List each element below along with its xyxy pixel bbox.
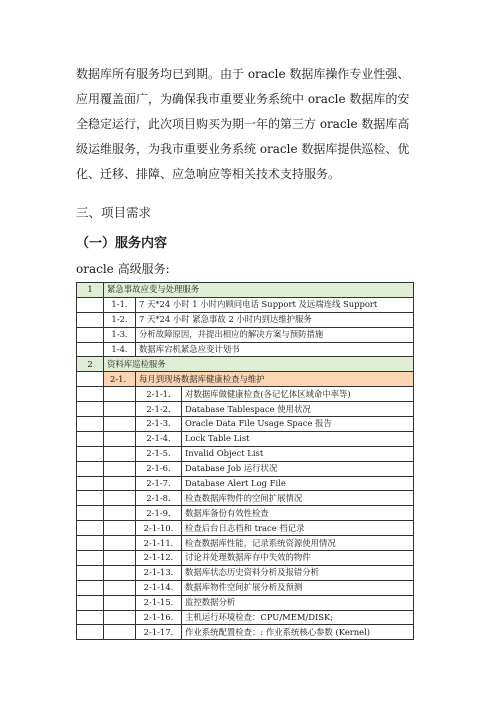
intro-line: 级运维服务，为我市重要业务系统 oracle 数据库提供巡检、优 — [76, 142, 410, 156]
table-cell-text: 分析故障原因，并提出相应的解决方案与预防措施 — [136, 327, 414, 342]
table-cell-text: 7 天*24 小时 1 小时内顾问电话 Support 及远端连线 Support — [136, 297, 414, 312]
intro-paragraph — [76, 62, 436, 187]
table-cell-text: 对数据库做健康检查(各记忆体区域命中率等) — [182, 387, 414, 402]
table-cell-c1 — [77, 327, 104, 342]
table-lead: oracle 高级服务: — [76, 262, 170, 276]
table-cell-c3: 2-1-14. — [136, 580, 182, 595]
table-cell-c3: 2-1-6. — [136, 461, 182, 476]
table-cell-c1: 1 — [77, 283, 104, 298]
table-cell-c2 — [104, 387, 136, 402]
table-row — [77, 446, 414, 461]
table-cell-c1 — [77, 506, 104, 521]
table-cell-text: 数据库宕机紧急应变计划书 — [136, 342, 414, 357]
intro-line: 全稳定运行，此次项目购买为期一年的第三方 oracle 数据库高 — [76, 117, 410, 131]
table-cell-c3: 2-1-5. — [136, 446, 182, 461]
table-cell-text: Database Tablespace 使用状况 — [182, 402, 414, 417]
table-cell-c1 — [77, 402, 104, 417]
table-cell-c1 — [77, 461, 104, 476]
table-cell-c1: 2 — [77, 357, 104, 372]
table-cell-c2: 1-3. — [104, 327, 136, 342]
table-cell-c2: 1-4. — [104, 342, 136, 357]
table-row — [77, 565, 414, 580]
table-cell-text: 作业系统配置检查：: 作业系统核心参数 (Kernel) — [182, 625, 414, 640]
table-cell-c1 — [77, 342, 104, 357]
table-cell-c2 — [104, 431, 136, 446]
table-row — [77, 580, 414, 595]
table-cell-c2 — [104, 536, 136, 551]
table-cell-c3: 2-1-3. — [136, 417, 182, 432]
table-cell-text: Database Alert Log File — [182, 476, 414, 491]
table-cell-text: 每月到现场数据库健康检查与维护 — [136, 372, 414, 387]
table-row — [77, 551, 414, 566]
table-cell-c1 — [77, 372, 104, 387]
table-cell-c2 — [104, 402, 136, 417]
table-cell-text: 资料库巡检服务 — [104, 357, 414, 372]
table-cell-c2 — [104, 461, 136, 476]
table-cell-c3: 2-1-10. — [136, 521, 182, 536]
table-cell-c2 — [104, 610, 136, 625]
table-cell-text: 数据库备份有效性检查 — [182, 506, 414, 521]
table-row — [77, 297, 414, 312]
table-row — [77, 491, 414, 506]
table-cell-c1 — [77, 610, 104, 625]
table-cell-text: 检查数据库性能，记录系统资源使用情况 — [182, 536, 414, 551]
table-cell-c2 — [104, 506, 136, 521]
table-row — [77, 342, 414, 357]
table-cell-c1 — [77, 387, 104, 402]
table-row — [77, 595, 414, 610]
table-cell-c3: 2-1-1. — [136, 387, 182, 402]
table-cell-text: Oracle Data File Usage Space 报告 — [182, 417, 414, 432]
table-cell-c3: 2-1-9. — [136, 506, 182, 521]
table-cell-c1 — [77, 491, 104, 506]
table-cell-c1 — [77, 536, 104, 551]
table-cell-text: 7 天*24 小时 紧急事故 2 小时内到达维护服务 — [136, 312, 414, 327]
table-row — [77, 506, 414, 521]
table-cell-c1 — [77, 551, 104, 566]
intro-line: 化、迁移、排障、应急响应等相关技术支持服务。 — [76, 167, 341, 181]
table-cell-c2 — [104, 417, 136, 432]
table-row — [77, 461, 414, 476]
table-cell-text: Database Job 运行状况 — [182, 461, 414, 476]
table-cell-text: Lock Table List — [182, 431, 414, 446]
table-cell-text: 主机运行环境检查：CPU/MEM/DISK; — [182, 610, 414, 625]
table-cell-c2 — [104, 491, 136, 506]
table-cell-c1 — [77, 625, 104, 640]
table-cell-c3: 2-1-2. — [136, 402, 182, 417]
table-cell-c1 — [77, 595, 104, 610]
table-row — [77, 372, 414, 387]
table-group-row — [77, 357, 414, 372]
table-row — [77, 476, 414, 491]
table-cell-c2 — [104, 521, 136, 536]
table-cell-c2 — [104, 551, 136, 566]
table-cell-text: 讨论并处理数据库存中失效的物件 — [182, 551, 414, 566]
table-cell-c3: 2-1-7. — [136, 476, 182, 491]
table-cell-c3: 2-1-12. — [136, 551, 182, 566]
table-row — [77, 431, 414, 446]
table-row — [77, 402, 414, 417]
table-cell-c2: 1-1. — [104, 297, 136, 312]
table-cell-c3: 2-1-11. — [136, 536, 182, 551]
table-cell-c2 — [104, 580, 136, 595]
table-cell-c1 — [77, 476, 104, 491]
section-title: 三、项目需求 — [76, 205, 152, 220]
table-cell-text: 监控数据分析 — [182, 595, 414, 610]
table-cell-text: 紧急事故应变与处理服务 — [104, 283, 414, 298]
table-cell-c2 — [104, 476, 136, 491]
table-cell-text: Invalid Object List — [182, 446, 414, 461]
table-cell-c1 — [77, 565, 104, 580]
table-row — [77, 417, 414, 432]
table-cell-c1 — [77, 580, 104, 595]
table-cell-c2 — [104, 565, 136, 580]
table-cell-c3: 2-1-4. — [136, 431, 182, 446]
table-cell-c1 — [77, 521, 104, 536]
table-cell-c3: 2-1-17. — [136, 625, 182, 640]
table-cell-c2: 1-2. — [104, 312, 136, 327]
table-row — [77, 625, 414, 640]
table-cell-c2 — [104, 625, 136, 640]
table-group-row — [77, 283, 414, 298]
table-cell-c1 — [77, 431, 104, 446]
table-cell-c1 — [77, 312, 104, 327]
table-cell-c1 — [77, 417, 104, 432]
table-cell-c2 — [104, 595, 136, 610]
table-cell-text: 数据库状态历史资料分析及报错分析 — [182, 565, 414, 580]
table-cell-c3: 2-1-16. — [136, 610, 182, 625]
service-table — [76, 282, 414, 640]
table-cell-c3: 2-1-13. — [136, 565, 182, 580]
table-cell-text: 检查后台日志档和 trace 档记录 — [182, 521, 414, 536]
table-cell-c1 — [77, 446, 104, 461]
table-cell-c2: 2-1. — [104, 372, 136, 387]
table-cell-c2 — [104, 446, 136, 461]
table-row — [77, 610, 414, 625]
subsection-title: （一）服务内容 — [76, 236, 168, 251]
intro-line: 数据库所有服务均已到期。由于 oracle 数据库操作专业性强、 — [76, 67, 410, 81]
table-row — [77, 521, 414, 536]
table-row — [77, 536, 414, 551]
table-cell-c3: 2-1-8. — [136, 491, 182, 506]
table-row — [77, 327, 414, 342]
table-cell-c3: 2-1-15. — [136, 595, 182, 610]
intro-line: 应用覆盖面广，为确保我市重要业务系统中 oracle 数据库的安 — [76, 92, 410, 106]
table-row — [77, 312, 414, 327]
table-cell-c1 — [77, 297, 104, 312]
table-cell-text: 检查数据库物件的空间扩展情况 — [182, 491, 414, 506]
table-cell-text: 数据库物件空间扩展分析及预测 — [182, 580, 414, 595]
table-row — [77, 387, 414, 402]
